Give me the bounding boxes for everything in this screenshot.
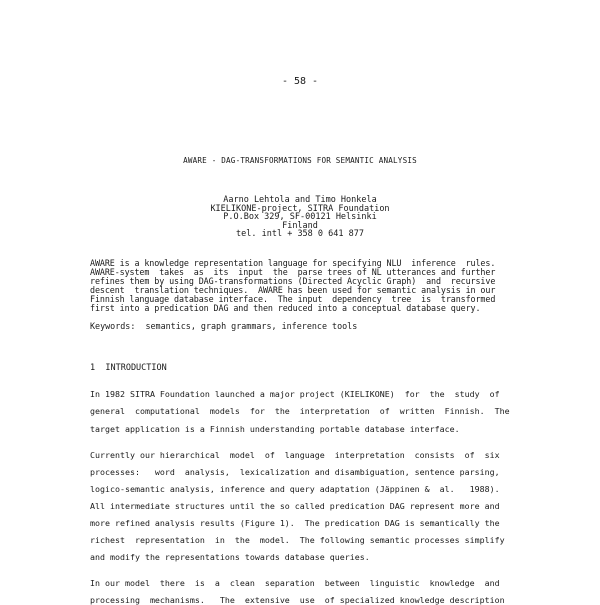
- section-heading: 1 INTRODUCTION: [90, 363, 167, 373]
- paragraph-line: In 1982 SITRA Foundation launched a major project (KIELIKONE) for the study of: [90, 389, 500, 399]
- author-affiliation: KIELIKONE-project, SITRA Foundation: [210, 204, 390, 214]
- paper-title: AWARE - DAG-TRANSFORMATIONS FOR SEMANTIC ANALYSIS: [183, 156, 417, 165]
- paragraph-line: processing mechanisms. The extensive use of specialized knowledge description: [90, 595, 505, 605]
- page-number: - 58 -: [281, 76, 319, 87]
- paragraph-line: All intermediate structures until the so called predication DAG represent more and: [90, 501, 500, 511]
- paragraph-line: and modify the representations towards database queries.: [90, 552, 370, 562]
- paragraph-line: Currently our hierarchical model of language interpretation consists of six: [90, 450, 500, 460]
- paragraph-line: logico-semantic analysis, inference and query adaptation (Jäppinen & al. 1988).: [90, 484, 500, 494]
- abstract-line: refines them by using DAG-transformations (Directed Acyclic Graph) and recursive: [90, 276, 496, 286]
- abstract-line: first into a predication DAG and then reduced into a conceptual database query.: [90, 303, 481, 313]
- paragraph-line: processes: word analysis, lexicalization and disambiguation, sentence parsing,: [90, 467, 500, 477]
- paragraph-line: target application is a Finnish understanding portable database interface.: [90, 424, 460, 434]
- abstract-line: descent translation techniques. AWARE has been used for semantic analysis in our: [90, 285, 496, 295]
- abstract-line: AWARE is a knowledge representation language for specifying NLU inference rules.: [90, 258, 496, 268]
- author-country: Finland: [282, 221, 318, 231]
- author-address: P.O.Box 329, SF-00121 Helsinki: [223, 212, 377, 222]
- paragraph-line: In our model there is a clean separation between linguistic knowledge and: [90, 578, 500, 588]
- author-names: Aarno Lehtola and Timo Honkela: [223, 195, 377, 205]
- paragraph-line: general computational models for the interpretation of written Finnish. The: [90, 406, 510, 416]
- abstract-line: Finnish language database interface. The input dependency tree is transformed: [90, 294, 496, 304]
- paragraph-line: more refined analysis results (Figure 1). The predication DAG is semantically the: [90, 518, 500, 528]
- author-phone: tel. intl + 358 0 641 877: [236, 229, 364, 239]
- keywords: Keywords: semantics, graph grammars, inference tools: [90, 321, 358, 331]
- paragraph-line: richest representation in the model. The following semantic processes simplify: [90, 535, 505, 545]
- abstract-line: AWARE-system takes as its input the parse trees of NL utterances and further: [90, 267, 496, 277]
